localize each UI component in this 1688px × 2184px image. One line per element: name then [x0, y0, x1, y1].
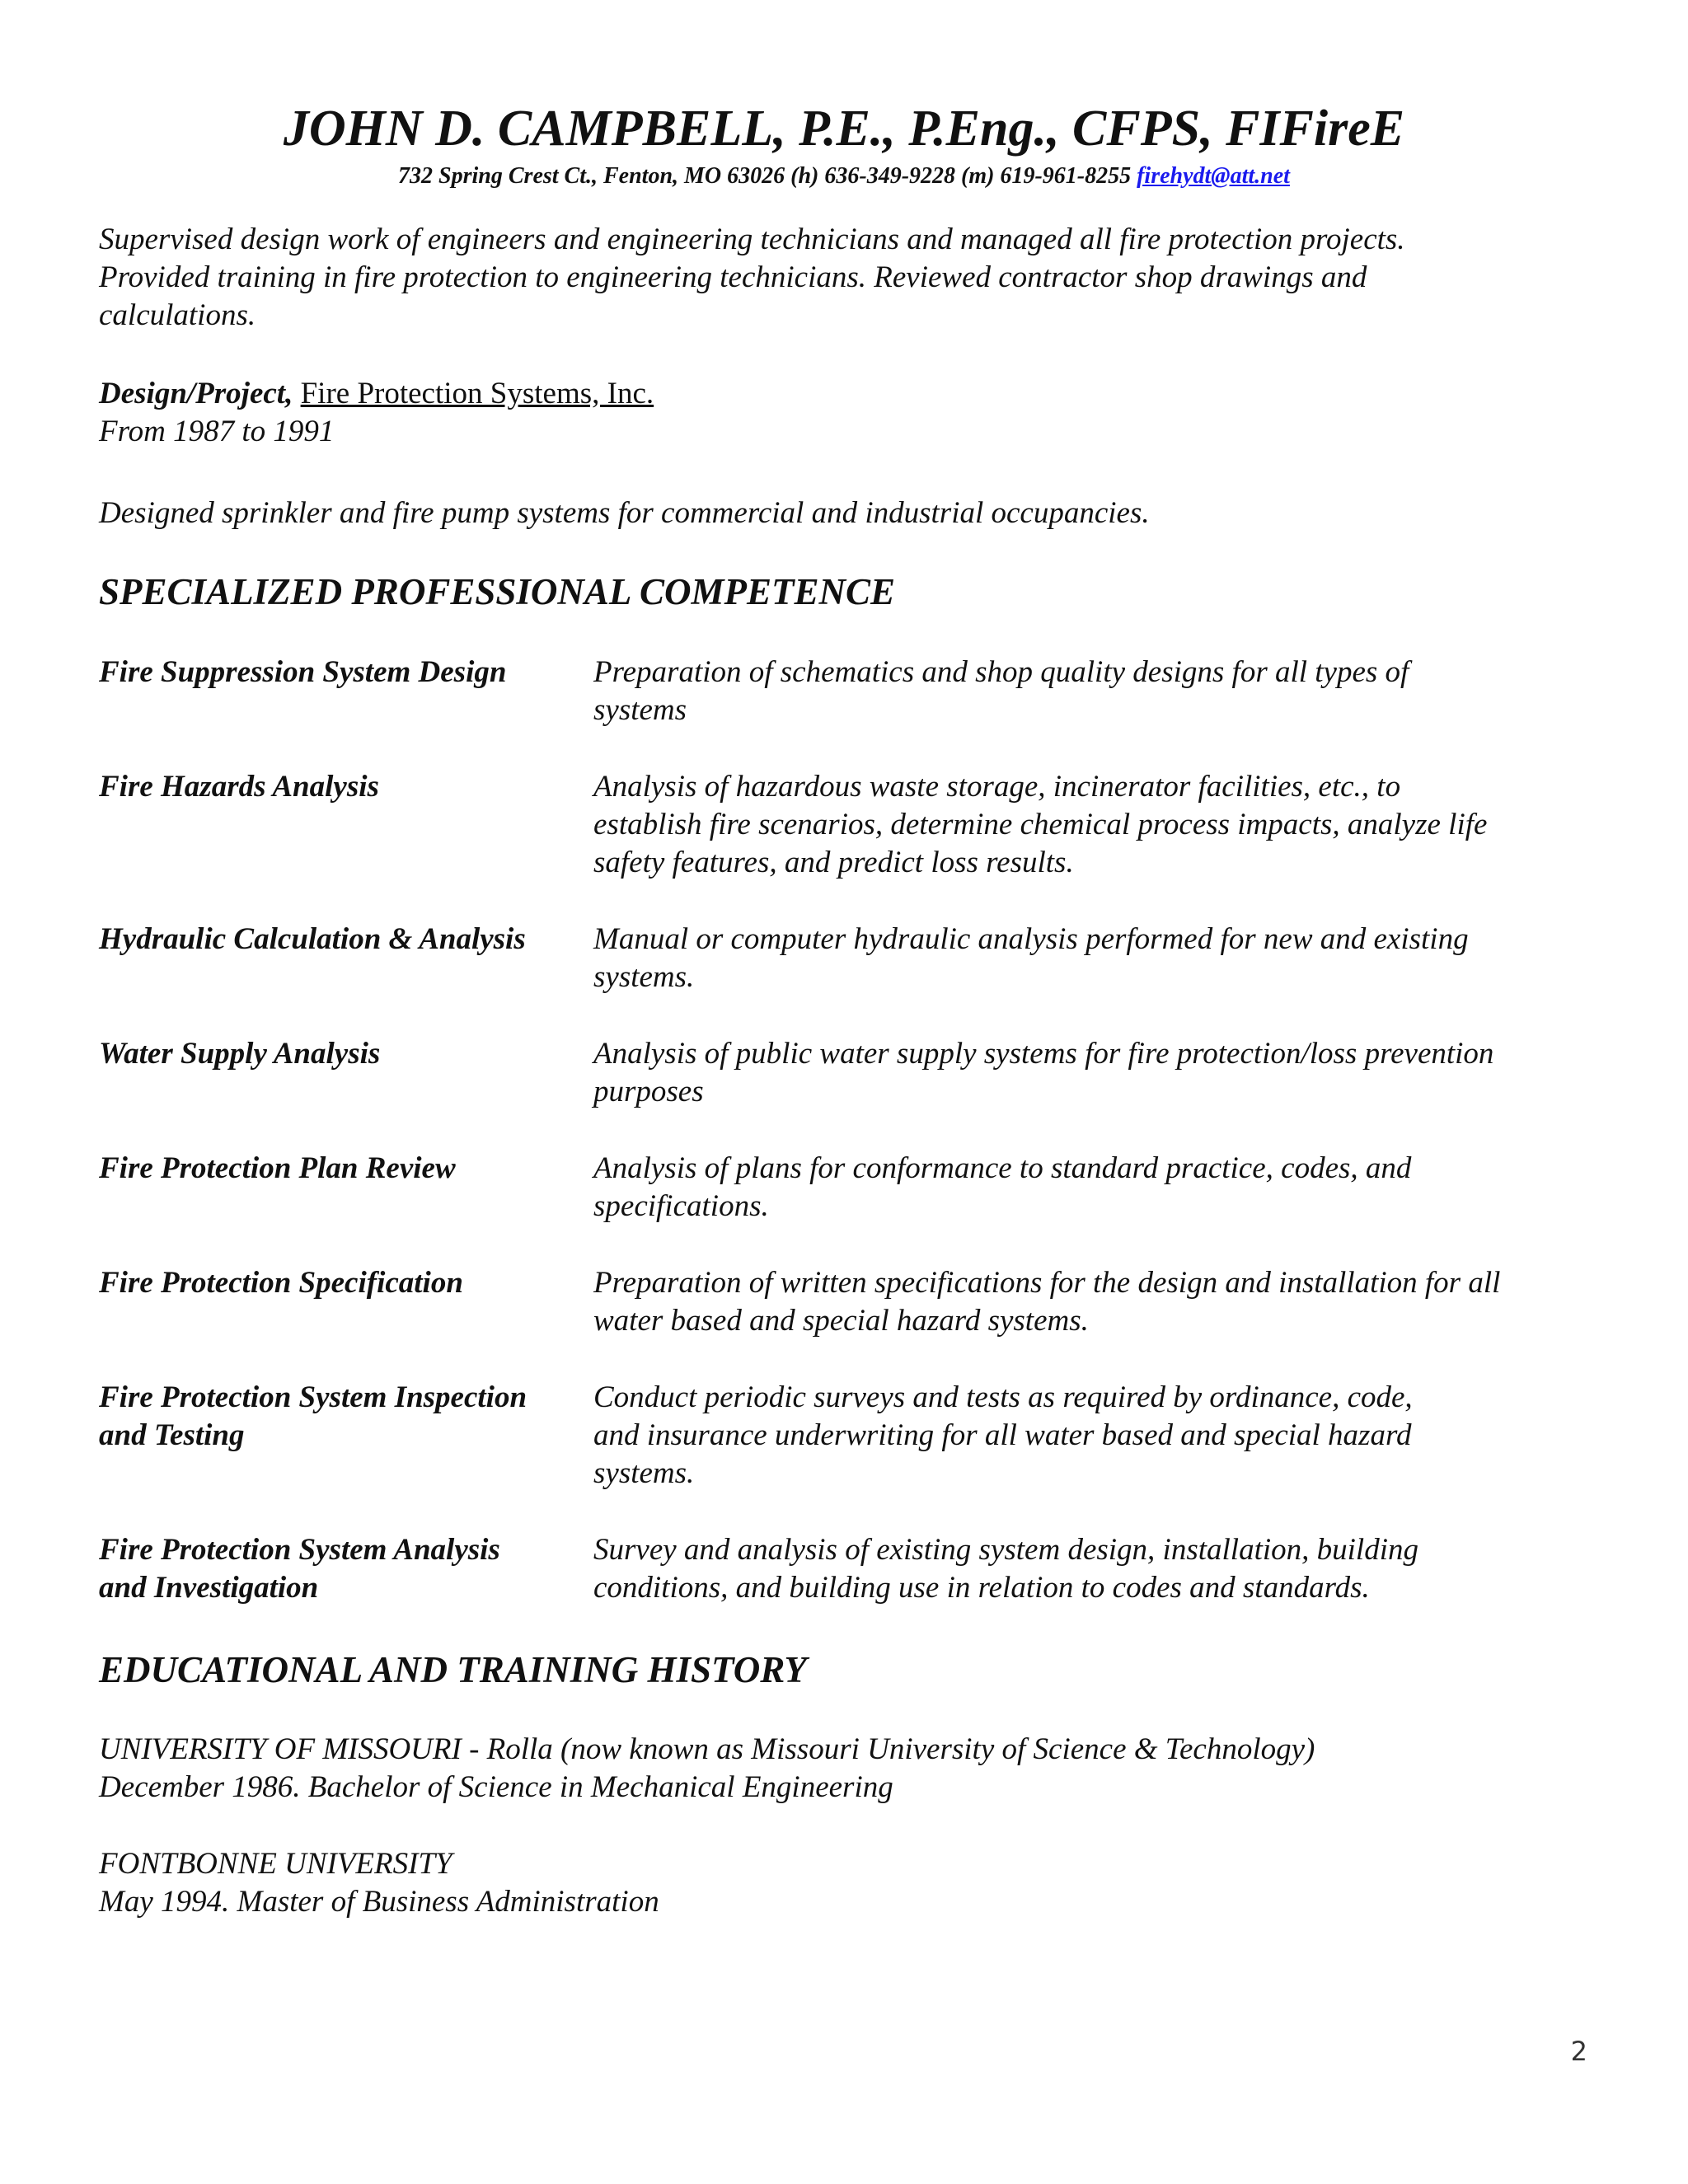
- label-line: Hydraulic Calculation & Analysis: [99, 922, 526, 956]
- competence-description: [593, 654, 1591, 729]
- school-name: UNIVERSITY OF MISSOURI - Rolla (now known as Missouri University of Science & Technology): [99, 1732, 1315, 1766]
- competence-description: [593, 1150, 1591, 1226]
- competence-label: [99, 1150, 577, 1188]
- job-heading: [99, 375, 1591, 413]
- description-line: Manual or computer hydraulic analysis performed for new and existing: [593, 922, 1469, 956]
- description-line: specifications.: [593, 1189, 769, 1223]
- summary-line: Provided training in fire protection to engineering technicians. Reviewed contractor shop drawings and: [99, 260, 1367, 294]
- competence-description: [593, 768, 1591, 882]
- label-line: Fire Protection Plan Review: [99, 1151, 456, 1185]
- label-line: Fire Protection Specification: [99, 1266, 463, 1300]
- summary-line: calculations.: [99, 298, 256, 332]
- label-line: and Testing: [99, 1418, 245, 1452]
- summary-line: Supervised design work of engineers and engineering technicians and managed all fire protection projects.: [99, 223, 1405, 256]
- job-description: [99, 494, 1591, 532]
- description-line: establish fire scenarios, determine chemical process impacts, analyze life: [593, 808, 1488, 841]
- description-line: systems.: [593, 1456, 695, 1490]
- school-name: FONTBONNE UNIVERSITY: [99, 1847, 452, 1881]
- description-line: purposes: [593, 1075, 704, 1108]
- job-organization: Fire Protection Systems, Inc.: [300, 377, 654, 410]
- competence-description: [593, 1379, 1591, 1493]
- label-line: Fire Suppression System Design: [99, 655, 507, 689]
- contact-line: [0, 160, 1688, 193]
- description-line: Analysis of public water supply systems for fire protection/loss prevention: [593, 1037, 1494, 1071]
- competence-label: [99, 921, 577, 958]
- job-description-text: Designed sprinkler and fire pump systems for commercial and industrial occupancies.: [99, 496, 1150, 530]
- description-line: Preparation of written specifications for the design and installation for all: [593, 1266, 1501, 1300]
- description-line: water based and special hazard systems.: [593, 1304, 1089, 1338]
- description-line: systems.: [593, 960, 695, 994]
- page-number: 2: [1570, 2036, 1587, 2067]
- education-heading: EDUCATIONAL AND TRAINING HISTORY: [99, 1649, 807, 1690]
- description-line: Analysis of plans for conformance to standard practice, codes, and: [593, 1151, 1412, 1185]
- job-title: Design/Project,: [99, 377, 293, 410]
- resume-header: [0, 97, 1688, 193]
- competence-label: [99, 1035, 577, 1073]
- competence-description: [593, 1264, 1591, 1340]
- candidate-name: JOHN D. CAMPBELL, P.E., P.Eng., CFPS, FIFireE: [283, 101, 1405, 157]
- education-entry: [99, 1731, 1591, 1807]
- label-line: Water Supply Analysis: [99, 1037, 381, 1071]
- competence-label: [99, 768, 577, 806]
- competence-description: [593, 1035, 1591, 1111]
- description-line: safety features, and predict loss results.: [593, 846, 1074, 879]
- description-line: Conduct periodic surveys and tests as required by ordinance, code,: [593, 1380, 1413, 1414]
- label-line: and Investigation: [99, 1571, 319, 1605]
- label-line: Fire Protection System Inspection: [99, 1380, 528, 1414]
- description-line: Survey and analysis of existing system design, installation, building: [593, 1533, 1418, 1567]
- competence-label: [99, 1531, 577, 1607]
- label-line: Fire Hazards Analysis: [99, 770, 379, 804]
- education-entry: [99, 1845, 1591, 1921]
- prior-job-summary: [99, 221, 1591, 335]
- competence-label: [99, 1379, 577, 1455]
- competence-description: [593, 1531, 1591, 1607]
- competence-description: [593, 921, 1591, 996]
- job-dates: From 1987 to 1991: [99, 415, 335, 448]
- description-line: and insurance underwriting for all water based and special hazard: [593, 1418, 1412, 1452]
- description-line: Analysis of hazardous waste storage, incinerator facilities, etc., to: [593, 770, 1401, 804]
- label-line: Fire Protection System Analysis: [99, 1533, 500, 1567]
- description-line: Preparation of schematics and shop quality designs for all types of: [593, 655, 1409, 689]
- description-line: systems: [593, 693, 687, 727]
- competence-label: [99, 1264, 577, 1302]
- competence-label: [99, 654, 577, 691]
- description-line: conditions, and building use in relation to codes and standards.: [593, 1571, 1370, 1605]
- degree-line: May 1994. Master of Business Administration: [99, 1885, 659, 1919]
- job-entry: [99, 375, 1591, 451]
- email-link[interactable]: firehydt@att.net: [1137, 163, 1290, 189]
- competence-heading: SPECIALIZED PROFESSIONAL COMPETENCE: [99, 571, 896, 612]
- contact-details: 732 Spring Crest Ct., Fenton, MO 63026 (h) 636-349-9228 (m) 619-961-8255: [398, 163, 1137, 189]
- degree-line: December 1986. Bachelor of Science in Mechanical Engineering: [99, 1770, 893, 1804]
